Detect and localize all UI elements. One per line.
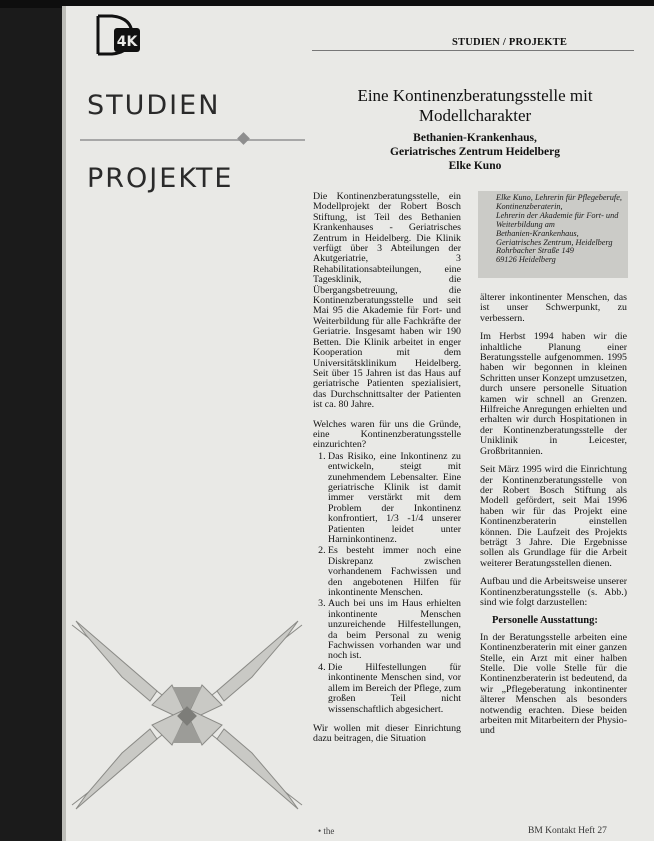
article-subtitle-line1: Bethanien-Krankenhaus,: [413, 132, 537, 144]
reason-item-3: 3. Auch bei uns im Haus erhielten inkontinente Menschen unzureichende Hilfestellungen, da beim Personal zu wenig Fachwissen vorhanden war und noch ist.: [328, 599, 461, 661]
author-box-line3: Bethanien-Krankenhaus, Geriatrisches Zentrum, Heidelberg: [496, 228, 613, 247]
article-title-line2: Modellcharakter: [418, 106, 532, 125]
section-label: STUDIEN / PROJEKTE: [452, 37, 568, 48]
author-info-box: [478, 191, 628, 278]
col1-outro: Wir wollen mit dieser Einrichtung dazu beitragen, die Situation: [313, 722, 461, 745]
col2-paragraph-3: Seit März 1995 wird die Einrichtung der Kontinenzberatungsstelle von der Robert Bosch Stiftung als Modell gefördert, seit Mai 1996 haben wir für das Projekt eine Kontinenzberaterin einstellen können. Die Laufzeit des Projekts beträgt 3 Jahre. Die Ergebnisse sollen als Grundlage für die Arbeit weiterer Beratungsstellen dienen.: [480, 464, 627, 569]
col1-intro: Die Kontinenzberatungsstelle, ein Modellprojekt der Robert Bosch Stiftung, ist Teil des Bethanien Krankenhauses - Geriatrisches Zentrum in Heidelberg. Die Klinik verfügt über 3 Abteilungen der Akutgeriatrie, 3 Rehabilitationsabteilungen, eine Tagesklinik, die Übergangsbetreuung, die Kontinenzberatungsstelle und seit Mai 95 die Akademie für Fort- und Weiterbildung für alle Fachkräfte der Geriatrie. Insgesamt haben wir 190 Betten. Die Klinik arbeitet in enger Kooperation mit dem Universitätsklinikum Heidelberg. Seit über 15 Jahren ist das Haus auf geriatrische Patienten spezialisiert, das Durchschnittsalter der Patienten ist ca. 80 Jahre.: [313, 191, 461, 411]
divider-diamond: [237, 132, 250, 145]
article-author: Elke Kuno: [448, 160, 502, 172]
article-column-1: [313, 192, 461, 754]
footer-issue: BM Kontakt Heft 27: [528, 826, 607, 836]
article-title-line1: Eine Kontinenzberatungsstelle mit: [357, 86, 593, 105]
svg-text:4K: 4K: [116, 34, 138, 50]
col1-question: Welches waren für uns die Gründe, eine Kontinenzberatungsstelle einzurichten?: [313, 418, 461, 451]
article-subtitle-line2: Geriatrisches Zentrum Heidelberg: [390, 146, 560, 158]
author-box-line4: Rohrbacher Straße 149: [496, 246, 574, 256]
magazine-logo: [92, 14, 144, 58]
col2-paragraph-1: älterer inkontinenter Menschen, das ist unser Schwerpunkt, zu verbessern.: [480, 292, 627, 324]
col2-paragraph-4: Aufbau und die Arbeitsweise unserer Kontinenzberatungsstelle (s. Abb.) sind wie folgt darzustellen:: [480, 576, 627, 608]
author-box-line1: Elke Kuno, Lehrerin für Pflegeberufe, Kontinenzberaterin,: [496, 193, 622, 211]
col2-paragraph-5: In der Beratungsstelle arbeiten eine Kontinenzberaterin mit einer ganzen Stelle, ein Arzt mit einer halben Stelle. Die volle Stelle für die Kontinenzberaterin ist bedeutend, da wir „Pflegeberatung inkontinenter älterer Menschen als besonders notwendig erachten. Diese beiden arbeiten mit Mitarbeitern der Physio- und: [480, 631, 627, 737]
header-rule: [312, 50, 634, 51]
sidebar-word-studien: STUDIEN: [87, 90, 221, 121]
divider-line: [80, 139, 305, 141]
article-column-2: [480, 293, 627, 745]
col2-heading-personnel: Personelle Ausstattung:: [492, 615, 598, 627]
reasons-list: [313, 452, 461, 715]
sidebar-word-projekte: PROJEKTE: [87, 163, 234, 194]
author-box-line5: 69126 Heidelberg: [496, 255, 556, 265]
converging-arrows-graphic: [62, 605, 312, 820]
author-box-line2: Lehrerin der Akademie für Fort- und Weiterbildung am: [496, 210, 619, 229]
reason-item-1: 1. Das Risiko, eine Inkontinenz zu entwickeln, steigt mit zunehmendem Lebensalter. Eine geriatrische Klinik ist damit immer verstärkt mit dem Problem der Inkontinenz konfrontiert, 1/3 -1/4 unserer Patienten leidet unter Harninkontinenz.: [328, 452, 461, 546]
sidebar-divider: [80, 128, 305, 152]
article-title-block: [330, 86, 620, 173]
footer-left: • the: [318, 826, 335, 836]
col2-paragraph-2: Im Herbst 1994 haben wir die inhaltliche Planung einer Beratungsstelle aufgenommen. 1995 haben wir begonnen in kleinen Schritten unser Konzept umzusetzen, durch unsere personelle Situation kamen wir schnell an Grenzen. Hilfreiche Anregungen erhielten und erhalten wir durch Hospitationen in der Kontinenzberatungsstelle der Uniklinik in Leicester, Großbritannien.: [480, 331, 627, 457]
reason-item-4: 4. Die Hilfestellungen für inkontinente Menschen sind, vor allem im Bereich der Pflege, zum großen Teil nicht wissenschaftlich abgesichert.: [328, 663, 461, 715]
reason-item-2: 2. Es besteht immer noch eine Diskrepanz zwischen vorhandenem Fachwissen und den angebotenen Hilfen für inkontinente Menschen.: [328, 546, 461, 598]
